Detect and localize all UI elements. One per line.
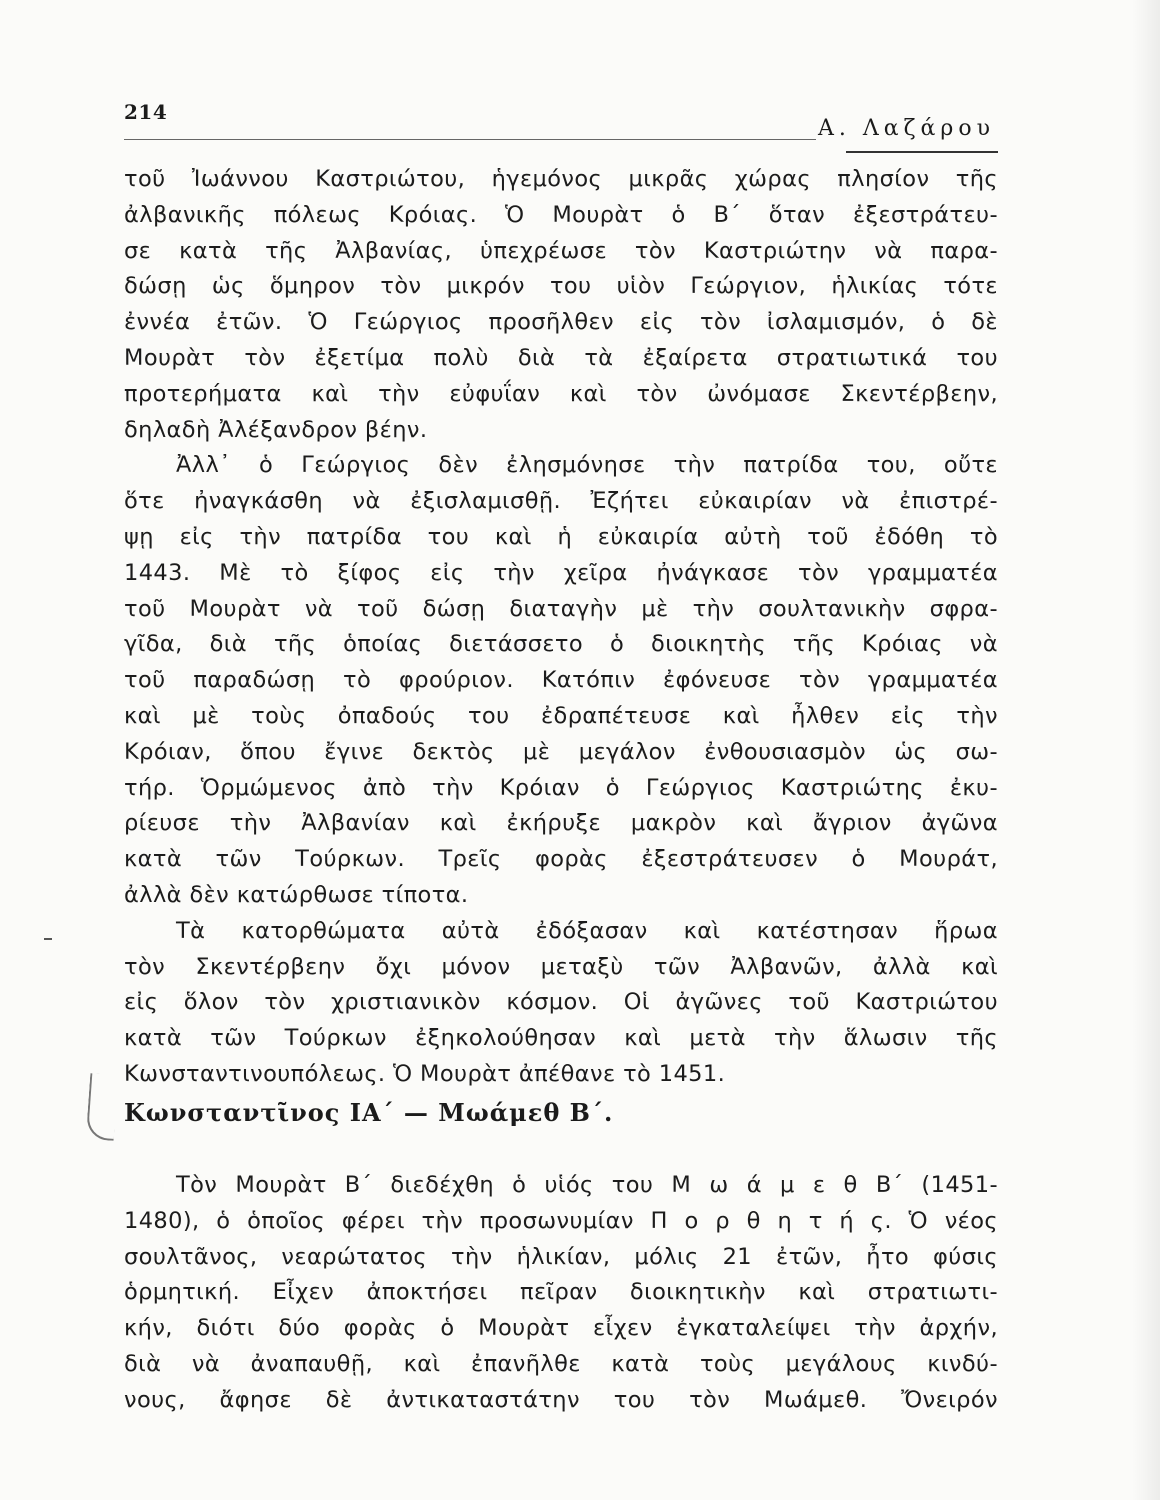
text-line: ὁρμητική. Εἶχεν ἀποκτήσει πεῖραν διοικητικὴν καὶ στρατιωτι- bbox=[124, 1279, 998, 1306]
text-line: ρίευσε τὴν Ἀλβανίαν καὶ ἐκήρυξε μακρὸν καὶ ἄγριον ἀγῶνα bbox=[124, 810, 998, 837]
text-line: Τὸν Μουρὰτ Β΄ διεδέχθη ὁ υἱός του Μ ω ά μ ε θ Β΄ (1451- bbox=[176, 1172, 998, 1198]
text-line: Κρόιαν, ὅπου ἔγινε δεκτὸς μὲ μεγάλον ἐνθουσιασμὸν ὡς σω- bbox=[124, 738, 998, 765]
text-line: εἰς ὅλον τὸν χριστιανικὸν κόσμον. Οἱ ἀγῶνες τοῦ Καστριώτου bbox=[124, 989, 998, 1016]
section-heading: Κωνσταντῖνος ΙΑ΄ — Μωάμεθ Β΄. bbox=[124, 1098, 614, 1127]
text-line: 1443. Μὲ τὸ ξίφος εἰς τὴν χεῖρα ἠνάγκασε τὸν γραμματέα bbox=[124, 559, 998, 586]
text-line: τὸν Σκεντέρβεην ὄχι μόνον μεταξὺ τῶν Ἀλβανῶν, ἀλλὰ καὶ bbox=[124, 953, 998, 980]
margin-mark bbox=[44, 938, 52, 940]
body-text-after-heading bbox=[124, 1168, 998, 1419]
text-line: Ἀλλ᾽ ὁ Γεώργιος δὲν ἐλησμόνησε τὴν πατρίδα του, οὔτε bbox=[176, 452, 998, 479]
text-line: ἐννέα ἐτῶν. Ὁ Γεώργιος προσῆλθεν εἰς τὸν ἰσλαμισμόν, ὁ δὲ bbox=[124, 309, 998, 336]
text-line: ὅτε ἠναγκάσθη νὰ ἐξισλαμισθῇ. Ἐζήτει εὐκαιρίαν νὰ ἐπιστρέ- bbox=[124, 488, 998, 515]
text-line: γῖδα, διὰ τῆς ὁποίας διετάσσετο ὁ διοικητὴς τῆς Κρόιας νὰ bbox=[124, 631, 998, 658]
page-number: 214 bbox=[124, 100, 168, 124]
header-rule bbox=[124, 139, 816, 140]
body-text-before-heading bbox=[124, 162, 998, 1093]
text-line: κήν, διότι δύο φορὰς ὁ Μουρὰτ εἶχεν ἐγκαταλείψει τὴν ἀρχήν, bbox=[124, 1315, 998, 1342]
text-line: δώσῃ ὡς ὅμηρον τὸν μικρόν του υἱὸν Γεώργιον, ἡλικίας τότε bbox=[124, 273, 998, 300]
text-line: προτερήματα καὶ τὴν εὐφυΐαν καὶ τὸν ὠνόμασε Σκεντέρβεην, bbox=[124, 380, 998, 407]
text-line: δηλαδὴ Ἀλέξανδρον βέην. bbox=[124, 416, 428, 443]
pencil-bracket-mark bbox=[86, 1073, 119, 1141]
text-line: Κωνσταντινουπόλεως. Ὁ Μουρὰτ ἀπέθανε τὸ 1451. bbox=[124, 1060, 726, 1087]
running-head-author: Α. Λαζάρου bbox=[818, 116, 995, 141]
text-line: Τὰ κατορθώματα αὐτὰ ἐδόξασαν καὶ κατέστησαν ἥρωα bbox=[176, 917, 998, 944]
text-line: ἀλβανικῆς πόλεως Κρόιας. Ὁ Μουρὰτ ὁ Β΄ ὅταν ἐξεστράτευ- bbox=[124, 201, 998, 228]
text-line: τήρ. Ὁρμώμενος ἀπὸ τὴν Κρόιαν ὁ Γεώργιος Καστριώτης ἐκυ- bbox=[124, 774, 998, 801]
text-line: διὰ νὰ ἀναπαυθῇ, καὶ ἐπανῆλθε κατὰ τοὺς μεγάλους κινδύ- bbox=[124, 1350, 998, 1377]
text-line: νους, ἄφησε δὲ ἀντικαταστάτην του τὸν Μωάμεθ. Ὄνειρόν bbox=[124, 1386, 998, 1413]
text-line: τοῦ Ἰωάννου Καστριώτου, ἡγεμόνος μικρᾶς χώρας πλησίον τῆς bbox=[124, 166, 998, 192]
page-edge-shadow bbox=[1132, 0, 1160, 1500]
text-line: Μουρὰτ τὸν ἐξετίμα πολὺ διὰ τὰ ἐξαίρετα στρατιωτικά του bbox=[124, 344, 998, 371]
text-line: ψῃ εἰς τὴν πατρίδα του καὶ ἡ εὐκαιρία αὐτὴ τοῦ ἐδόθη τὸ bbox=[124, 523, 998, 550]
text-line: καὶ μὲ τοὺς ὀπαδούς του ἐδραπέτευσε καὶ ἦλθεν εἰς τὴν bbox=[124, 702, 998, 729]
text-line: τοῦ Μουρὰτ νὰ τοῦ δώσῃ διαταγὴν μὲ τὴν σουλτανικὴν σφρα- bbox=[124, 595, 998, 622]
text-line: κατὰ τῶν Τούρκων. Τρεῖς φορὰς ἐξεστράτευσεν ὁ Μουράτ, bbox=[124, 846, 998, 873]
text-line: σουλτᾶνος, νεαρώτατος τὴν ἡλικίαν, μόλις 21 ἐτῶν, ἦτο φύσις bbox=[124, 1243, 998, 1270]
text-line: τοῦ παραδώσῃ τὸ φρούριον. Κατόπιν ἐφόνευσε τὸν γραμματέα bbox=[124, 667, 998, 694]
text-line: σε κατὰ τῆς Ἀλβανίας, ὑπεχρέωσε τὸν Καστριώτην νὰ παρα- bbox=[124, 237, 998, 264]
text-line: κατὰ τῶν Τούρκων ἐξηκολούθησαν καὶ μετὰ τὴν ἅλωσιν τῆς bbox=[124, 1025, 998, 1052]
text-line: ἀλλὰ δὲν κατώρθωσε τίποτα. bbox=[124, 881, 469, 908]
text-line: 1480), ὁ ὁποῖος φέρει τὴν προσωνυμίαν Π ο ρ θ η τ ή ς. Ὁ νέος bbox=[124, 1207, 998, 1234]
header-rule-under-author bbox=[846, 151, 998, 153]
